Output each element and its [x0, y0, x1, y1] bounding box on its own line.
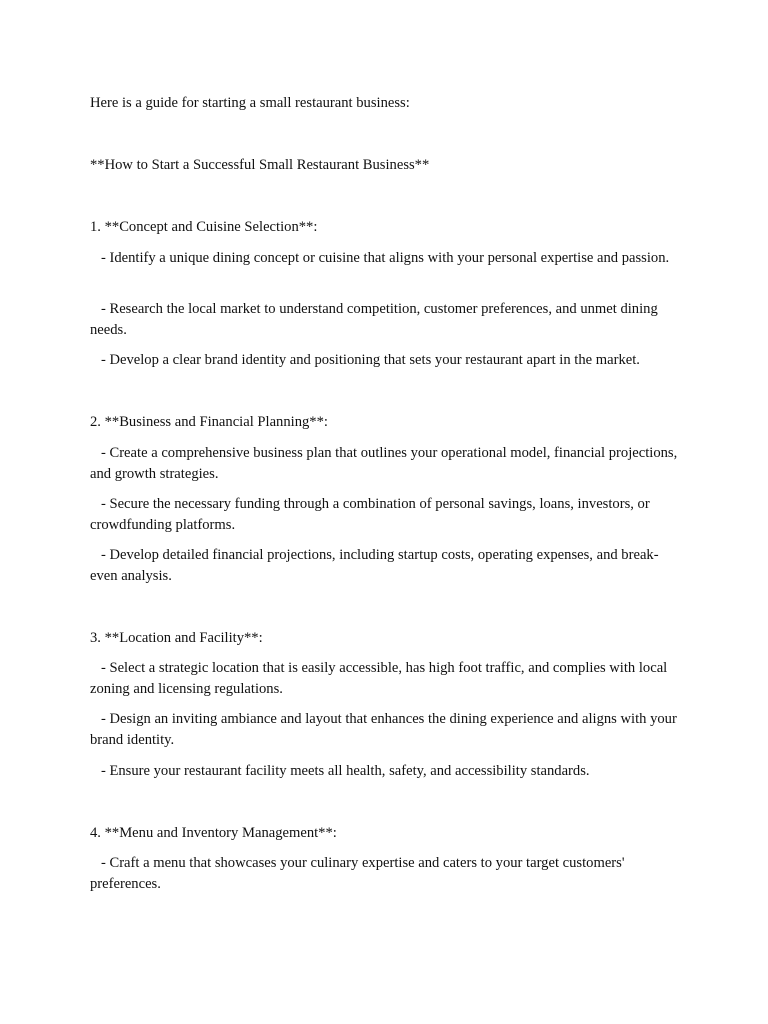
section-4-heading: 4. **Menu and Inventory Management**: [90, 825, 337, 841]
section-4-bullet-1: - Craft a menu that showcases your culinary expertise and caters to your target customers' preferences. [90, 855, 629, 892]
intro-text: Here is a guide for starting a small restaurant business: [90, 95, 410, 111]
section-2-bullet-3: - Develop detailed financial projections, including startup costs, operating expenses, and break-even analysis. [90, 547, 659, 584]
section-3-bullet-1: - Select a strategic location that is easily accessible, has high foot traffic, and complies with local zoning and licensing regulations. [90, 660, 671, 697]
section-3-heading: 3. **Location and Facility**: [90, 630, 263, 646]
section-1-heading: 1. **Concept and Cuisine Selection**: [90, 219, 318, 235]
section-2-bullet-1: - Create a comprehensive business plan that outlines your operational model, financial projections, and growth strategies. [90, 445, 681, 482]
section-1-bullet-1: - Identify a unique dining concept or cuisine that aligns with your personal expertise and passion. [90, 250, 670, 266]
document-title: **How to Start a Successful Small Restaurant Business** [90, 157, 430, 173]
section-1-bullet-3: - Develop a clear brand identity and positioning that sets your restaurant apart in the market. [90, 352, 640, 368]
section-3-bullet-3: - Ensure your restaurant facility meets all health, safety, and accessibility standards. [90, 763, 590, 779]
section-1-bullet-2: - Research the local market to understand competition, customer preferences, and unmet dining needs. [90, 301, 662, 338]
section-2-bullet-2: - Secure the necessary funding through a combination of personal savings, loans, investors, or crowdfunding platforms. [90, 496, 654, 533]
section-3-bullet-2: - Design an inviting ambiance and layout that enhances the dining experience and aligns with your brand identity. [90, 711, 681, 748]
section-2-heading: 2. **Business and Financial Planning**: [90, 414, 328, 430]
